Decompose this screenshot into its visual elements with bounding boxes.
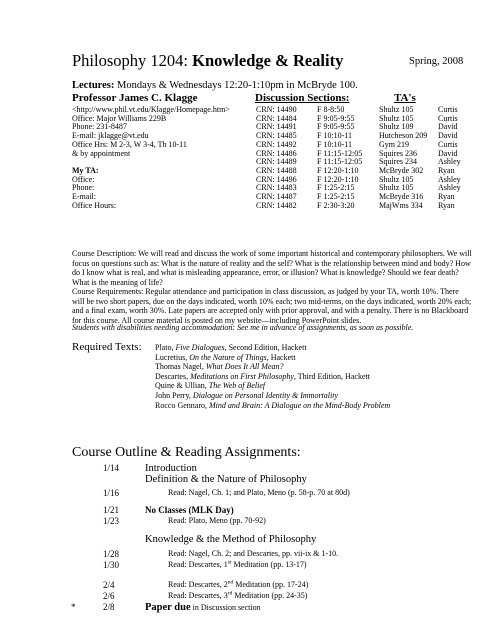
location-cell: Shultz 105 (379, 183, 414, 193)
location-cell: Shultz 105 (379, 174, 414, 184)
discussion-sections-table (256, 106, 462, 210)
page-title: Philosophy 1204: Knowledge & Reality (72, 51, 344, 70)
time-cell: F 10:10-11 (317, 139, 353, 149)
ta-cell: Ashley (438, 183, 461, 193)
crn-cell: CRN: 14488 (256, 165, 297, 175)
ta-cell: Ryan (438, 192, 455, 202)
lectures-info: Lectures: Mondays & Wednesdays 12:20-1:10pm in McBryde 100. (72, 80, 358, 91)
professor-office-hours: Office Hrs: M 2-3, W 3-4, Th 10-11 (72, 139, 187, 149)
time-cell: F 1:25-2:15 (317, 183, 355, 193)
time-cell: F 2:30-3:20 (317, 200, 355, 210)
ta-cell: Ryan (438, 165, 455, 175)
ta-email-label: E-mail: (72, 192, 96, 202)
ta-heading: TA's (394, 92, 416, 104)
required-text-item: Plato, Five Dialogues, Second Edition, Hackett (155, 343, 307, 352)
location-cell: Shultz 105 (379, 113, 414, 123)
location-cell: McBryde 316 (379, 192, 424, 202)
time-cell: F 9:05-9:55 (317, 122, 355, 132)
ta-cell: Ryan (438, 200, 455, 210)
professor-contact-info (72, 106, 230, 210)
location-cell: Shultz 105 (379, 105, 414, 114)
disability-note: Students with disabilities needing accommodation: See me in advance of assignments, as soon as possible. (72, 323, 414, 332)
time-cell: F 11:15-12:05 (317, 148, 363, 158)
ta-cell: Ashley (438, 157, 461, 167)
location-cell: Squires 234 (379, 157, 417, 167)
professor-email[interactable]: E-mail: jklagge@vt.edu (72, 131, 149, 141)
crn-cell: CRN: 14484 (256, 113, 297, 123)
crn-cell: CRN: 14496 (256, 174, 297, 184)
term-label: Spring, 2008 (409, 56, 464, 67)
discussion-heading: Discussion Sections: (255, 92, 350, 104)
outline-reading: Read: Descartes, 1st Meditation (pp. 13-17) (168, 559, 307, 569)
ta-cell: David (438, 131, 458, 141)
time-cell: F 11:15-12:05 (317, 157, 363, 167)
location-cell: MajWms 334 (379, 200, 423, 210)
ta-cell: Curtis (438, 113, 458, 123)
location-cell: Shultz 109 (379, 122, 414, 132)
required-text-item: John Perry, Dialogue on Personal Identity & Immortality (155, 390, 339, 400)
required-text-item: Quine & Ullian, The Web of Belief (155, 381, 266, 391)
professor-appointment: & by appointment (72, 148, 131, 158)
required-text-item: Rocco Gennaro, Mind and Brain: A Dialogue on the Mind-Body Problem (155, 400, 391, 410)
asterisk-marker: * (71, 602, 76, 612)
outline-topic: Definition & the Nature of Philosophy (145, 474, 307, 485)
outline-reading: Read: Nagel, Ch. 2; and Descartes, pp. vii-ix & 1-10. (168, 549, 339, 558)
outline-topic: Knowledge & the Method of Philosophy (145, 534, 317, 545)
outline-topic: No Classes (MLK Day) (145, 505, 234, 515)
ta-office-label: Office: (72, 174, 95, 184)
course-requirements: Course Requirements: Regular attendance and participation in class discussion, as judged by your TA, worth 10%. There will be two short papers, due on the days indicated, worth 10% each; two mid-terms, on the days indicated, worth 20% each; and a final exam, worth 30%. Late papers are accepted only with prior approval, and with a penalty. There is no Blackboard for this course. All course material is posted on my website—including PowerPoint slides. (72, 287, 472, 325)
location-cell: Gym 219 (379, 139, 409, 149)
time-cell: F 1:25-2:15 (317, 192, 355, 202)
professor-heading: Professor James C. Klagge (72, 92, 198, 104)
outline-reading: Read: Descartes, 3rd Meditation (pp. 24-35) (168, 590, 308, 600)
required-texts-label: Required Texts: (72, 341, 142, 353)
crn-cell: CRN: 14485 (256, 131, 297, 141)
required-text-item: Descartes, Meditations on First Philosophy, Third Edition, Hackett (155, 371, 370, 381)
outline-reading: Read: Plato, Meno (pp. 70-92) (168, 516, 266, 525)
crn-cell: CRN: 14491 (256, 122, 297, 132)
outline-heading: Course Outline & Reading Assignments: (72, 445, 301, 460)
discussion-row (256, 202, 462, 211)
time-cell: F 8-8:50 (317, 105, 345, 114)
time-cell: F 10:10-11 (317, 131, 353, 141)
ta-cell: David (438, 122, 458, 132)
crn-cell: CRN: 14492 (256, 139, 297, 149)
my-ta-label: My TA: (72, 165, 99, 175)
time-cell: F 12:20-1:10 (317, 165, 359, 175)
outline-reading: Read: Nagel, Ch. 1; and Plato, Meno (p. 58-p. 70 at 80d) (168, 488, 350, 497)
ta-phone-label: Phone: (72, 183, 95, 193)
outline-topic: Paper due in Discussion section (145, 602, 261, 613)
syllabus-page: Philosophy 1204: Knowledge & Reality Spring, 2008 Lectures: Mondays & Wednesdays 12:20-1:10pm in McBryde 100. Professor James C. Klagge Discussion Sections: TA's <http://www.phil.vt.edu/Klagge/Homepage.htm> Office: Major Williams 229B Phone: 231-8487 E-mail: jklagge@vt.edu Office Hrs: M 2-3, W 3-4, Th 10-11 & by appointment My TA: Office: Phone: E-mail: Office Hours: CRN: 14490 F 8-8:50 Shultz 105 Curtis CRN: 14484 F 9:05-9:55 Shultz 105 Curtis CRN: 14491 F 9:05-9:55 Shultz 109 David CRN: 14485 F 10:10-11 Hutcheson 209 David CRN: 14492 F 10:10-11 Gym 219 Curtis CRN: 14486 F 11:15-12:05 Squires 236 David CRN: 14489 F 11:15-12:05 Squires 234 Ashley CRN: 14488 F 12:20-1:10 McBryde 302 Ryan CRN: 14496 F 12:20-1:10 Shultz 105 Ashley CRN: 14483 F 1:25-2:15 Shultz 105 Ashley CRN: 14487 F 1:25-2:15 McBryde 316 Ryan CRN: 14482 F 2:30-3:20 MajWms 334 Ryan Course Description: We will read and discuss the work of some important historical and contemporary philosophers. We will focus on questions such as: What is the nature of reality and the self? What is the relationship between mind and body? How do I know what is real, and what is misleading appearance, error, or illusion? What is knowledge? Should we fear death? What is the meaning of life? Course Requirements: Regular attendance and participation in class discussion, as judged by your TA, worth 10%. There will be two short papers, due on the days indicated, worth 10% each; two mid-terms, on the days indicated, worth 20% each; and a final exam, worth 30%. Late papers are accepted only with prior approval, and with a penalty. There is no Blackboard for this course. All course material is posted on my website—including PowerPoint slides. Students with disabilities needing accommodation: See me in advance of assignments, as soon as possible. Required Texts: Plato, Five Dialogues, Second Edition, Hackett Lucretius, On the Nature of Things, Hackett Thomas Nagel, What Does It All Mean? Descartes, Meditations on First Philosophy, Third Edition, Hackett Quine & Ullian, The Web of Belief John Perry, Dialogue on Personal Identity & Immortality Rocco Gennaro, Mind and Brain: A Dialogue on the Mind-Body Problem Course Outline & Reading Assignments: 1/14 Introduction Definition & the Nature of Philosophy 1/16 Read: Nagel, Ch. 1; and Plato, Meno (p. 58-p. 70 at 80d) 1/21 No Classes (MLK Day) 1/23 Read: Plato, Meno (pp. 70-92) Knowledge & the Method of Philosophy 1/28 Read: Nagel, Ch. 2; and Descartes, pp. vii-ix & 1-10. 1/30 Read: Descartes, 1st Meditation (pp. 13-17) 2/4 Read: Descartes, 2nd Meditation (pp. 17-24) 2/6 Read: Descartes, 3rd Meditation (pp. 24-35) * 2/8 Paper due in Discussion section (71, 51, 472, 613)
crn-cell: CRN: 14487 (256, 192, 297, 202)
outline-reading: Read: Descartes, 2nd Meditation (pp. 17-24) (168, 579, 309, 589)
ta-cell: Curtis (438, 139, 458, 149)
required-text-item: Thomas Nagel, What Does It All Mean? (155, 362, 284, 372)
professor-phone: Phone: 231-8487 (72, 122, 127, 132)
crn-cell: CRN: 14489 (256, 157, 297, 167)
crn-cell: CRN: 14483 (256, 183, 297, 193)
course-description: Course Description: We will read and discuss the work of some important historical and contemporary philosophers. We will focus on questions such as: What is the nature of reality and the self? What is the relationship between mind and body? How do I know what is real, and what is misleading appearance, error, or illusion? What is knowledge? Should we fear death? What is the meaning of life? (72, 249, 472, 287)
ta-office-hours-label: Office Hours: (72, 200, 117, 210)
ta-cell: David (438, 148, 458, 158)
professor-homepage-link[interactable]: <http://www.phil.vt.edu/Klagge/Homepage.htm> (72, 105, 230, 114)
location-cell: McBryde 302 (379, 165, 424, 175)
ta-cell: Ashley (438, 174, 461, 184)
professor-office: Office: Major Williams 229B (72, 113, 167, 123)
required-text-item: Lucretius, On the Nature of Things, Hackett (155, 352, 296, 362)
time-cell: F 9:05-9:55 (317, 113, 355, 123)
crn-cell: CRN: 14490 (256, 105, 297, 114)
crn-cell: CRN: 14482 (256, 200, 297, 210)
location-cell: Squires 236 (379, 148, 417, 158)
required-texts-list (155, 343, 390, 410)
ta-cell: Curtis (438, 105, 458, 114)
crn-cell: CRN: 14486 (256, 148, 297, 158)
location-cell: Hutcheson 209 (379, 131, 428, 141)
time-cell: F 12:20-1:10 (317, 174, 359, 184)
outline-topic: Introduction (145, 463, 197, 474)
